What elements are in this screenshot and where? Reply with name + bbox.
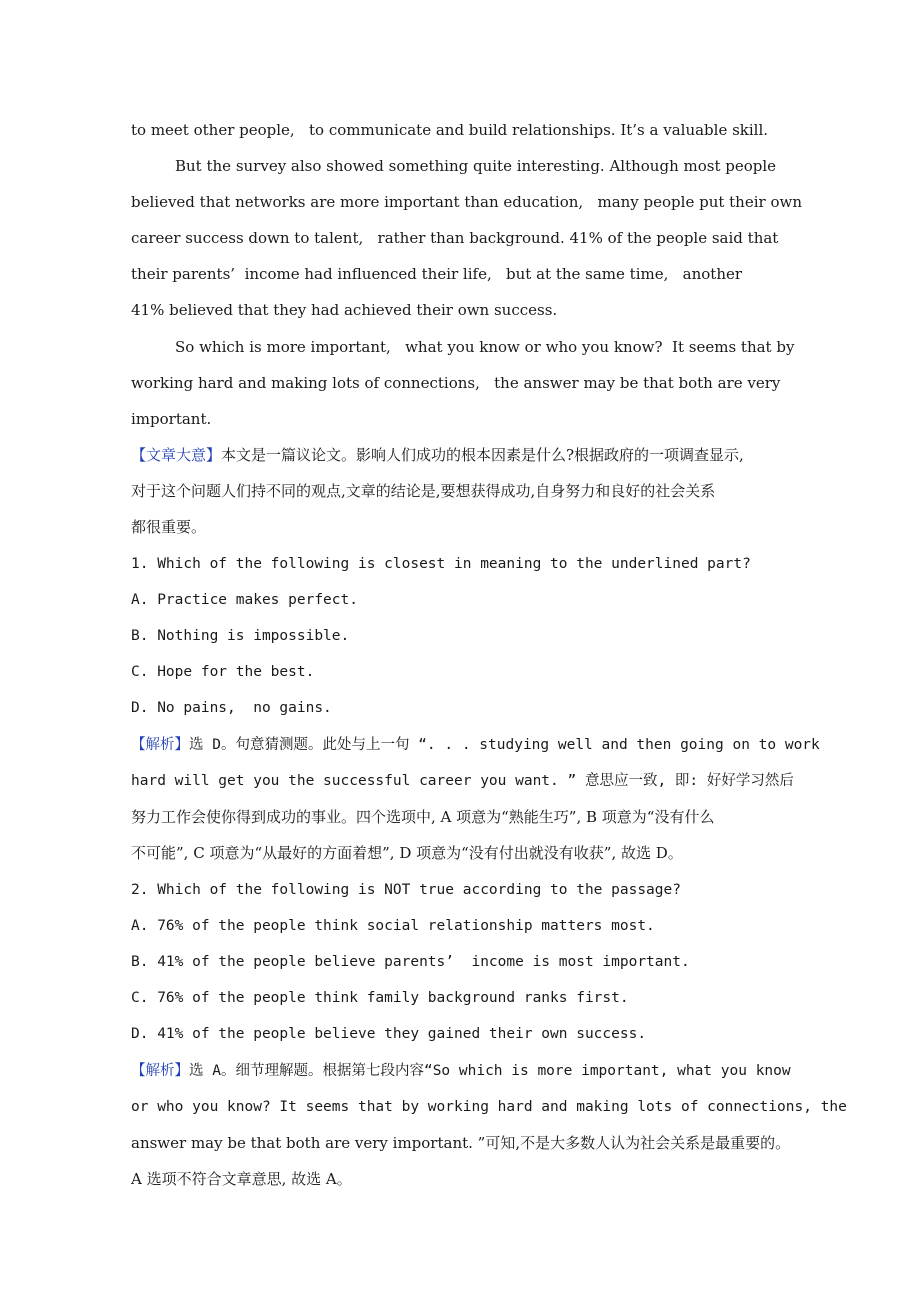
analysis-line: A 选项不符合文章意思, 故选 A。 <box>131 1170 352 1188</box>
passage-line: their parents’ income had influenced their life, but at the same time, another <box>131 265 743 283</box>
summary-tag: 【文章大意】 <box>131 446 222 464</box>
passage-line: career success down to talent, rather than background. 41% of the people said that <box>131 229 779 247</box>
summary-line: 对于这个问题人们持不同的观点,文章的结论是,要想获得成功,自身努力和良好的社会关系 <box>131 482 716 500</box>
option-d: D. No pains, no gains. <box>131 700 332 716</box>
summary-line <box>131 445 831 465</box>
passage-line: working hard and making lots of connections, the answer may be that both are very <box>131 374 781 392</box>
analysis-line: 努力工作会使你得到成功的事业。四个选项中, A 项意为“熟能生巧”, B 项意为“没有什么 <box>131 808 715 826</box>
analysis-tag: 【解析】 <box>131 737 189 753</box>
passage-line: to meet other people, to communicate and build relationships. It’s a valuable skill. <box>131 121 769 139</box>
analysis-line: or who you know? It seems that by working hard and making lots of connections, the <box>131 1099 847 1115</box>
analysis-text: 选 A。细节理解题。根据第七段内容“So which is more important, what you know <box>189 1063 791 1079</box>
option-c: C. Hope for the best. <box>131 664 315 680</box>
option-d: D. 41% of the people believe they gained their own success. <box>131 1026 647 1042</box>
analysis-text: 选 D。句意猜测题。此处与上一句 “. . . studying well and then going on to work <box>189 737 820 753</box>
option-c: C. 76% of the people think family background ranks first. <box>131 990 629 1006</box>
option-b: B. 41% of the people believe parents’ income is most important. <box>131 954 690 970</box>
passage-line: But the survey also showed something quite interesting. Although most people <box>175 157 777 175</box>
analysis-tag: 【解析】 <box>131 1063 189 1079</box>
summary-text: 本文是一篇议论文。影响人们成功的根本因素是什么?根据政府的一项调查显示, <box>221 446 744 464</box>
option-a: A. Practice makes perfect. <box>131 592 358 608</box>
analysis-line: answer may be that both are very important. ”可知,不是大多数人认为社会关系是最重要的。 <box>131 1134 791 1152</box>
passage-line: important. <box>131 410 212 428</box>
analysis-line: hard will get you the successful career you want. ” 意思应一致, 即: 好好学习然后 <box>131 773 794 789</box>
option-a: A. 76% of the people think social relationship matters most. <box>131 918 655 934</box>
passage-line: believed that networks are more important than education, many people put their own <box>131 193 802 211</box>
analysis-line: 不可能”, C 项意为“从最好的方面着想”, D 项意为“没有付出就没有收获”, 故选 D。 <box>131 844 683 862</box>
option-b: B. Nothing is impossible. <box>131 628 350 644</box>
question-stem: 1. Which of the following is closest in meaning to the underlined part? <box>131 556 751 572</box>
analysis-line <box>131 1061 831 1081</box>
passage-line: 41% believed that they had achieved their own success. <box>131 301 558 319</box>
analysis-line <box>131 735 831 755</box>
summary-line: 都很重要。 <box>131 518 207 536</box>
question-stem: 2. Which of the following is NOT true according to the passage? <box>131 882 681 898</box>
passage-line: So which is more important, what you know or who you know? It seems that by <box>175 338 795 356</box>
